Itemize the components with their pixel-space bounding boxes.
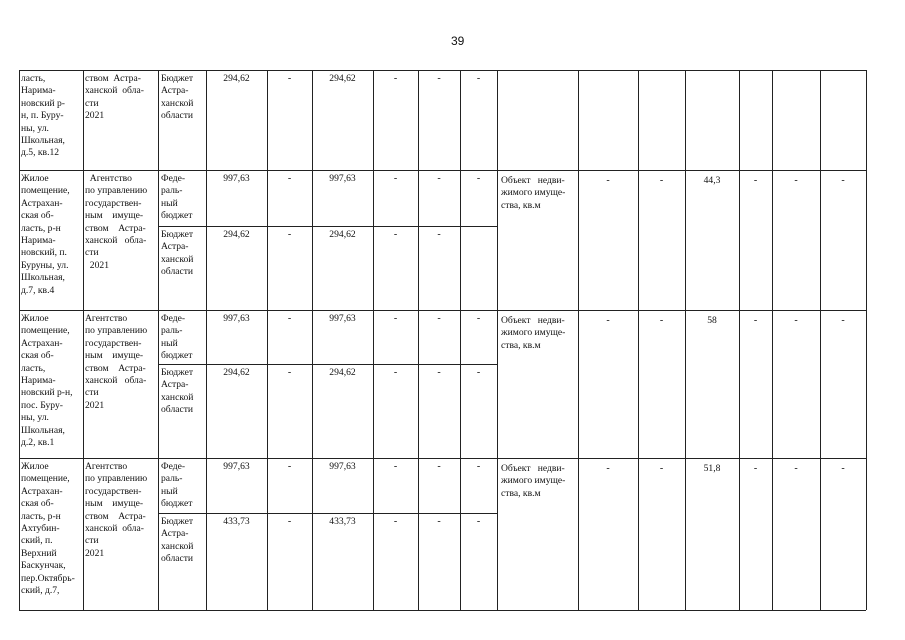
indicator-cell: - xyxy=(606,175,610,186)
column-border xyxy=(739,70,740,610)
amount-total-cell: 294,62 xyxy=(223,73,250,84)
location-cell: Жилое помещение, Астрахан- ская об- ласть, Нарима- новский р-н, пос. Буру- ны, ул. Школьная, д.2, кв.1 xyxy=(21,313,73,449)
indicator-cell: - xyxy=(794,175,798,186)
amount-cell: - xyxy=(476,313,481,324)
amount-cell: - xyxy=(393,461,398,472)
location-cell: Жилое помещение, Астрахан- ская об- ласть, р-н Ахтубин- ский, п. Верхний Баскунчак, пер.Октябрь- ский, д.7, xyxy=(21,461,75,597)
indicator-value-cell: 58 xyxy=(707,315,717,326)
amount-total-cell: 997,63 xyxy=(223,313,250,324)
amount-cell: - xyxy=(393,229,398,240)
amount-cell: - xyxy=(287,313,292,324)
row-border xyxy=(19,170,866,171)
column-border xyxy=(685,70,686,610)
column-border xyxy=(19,70,20,610)
indicator-cell: - xyxy=(841,463,845,474)
funding-source-cell: Феде- раль- ный бюджет xyxy=(161,173,193,222)
funding-source-cell: Феде- раль- ный бюджет xyxy=(161,313,193,362)
object-type-cell: Объект недви- жимого имуще- ства, кв.м xyxy=(501,463,566,499)
row-border xyxy=(19,70,866,71)
amount-cell: - xyxy=(476,461,481,472)
indicator-value-cell: 51,8 xyxy=(703,463,721,474)
amount-cell: - xyxy=(287,73,292,84)
location-cell: Жилое помещение, Астрахан- ская об- ласть, р-н Нарима- новский, п. Буруны, ул. Школьная, д.7, кв.4 xyxy=(21,173,70,296)
amount-cell: 294,62 xyxy=(329,229,356,240)
amount-cell: 997,63 xyxy=(329,173,356,184)
amount-cell: - xyxy=(287,229,292,240)
amount-cell: - xyxy=(287,461,292,472)
amount-cell: 433,73 xyxy=(329,516,356,527)
agency-cell: ством Астра- ханской обла- сти 2021 xyxy=(85,73,144,122)
subrow-border xyxy=(158,364,497,365)
amount-total-cell: 294,62 xyxy=(223,367,250,378)
amount-cell: - xyxy=(437,461,441,472)
amount-cell: 997,63 xyxy=(329,313,356,324)
column-border xyxy=(820,70,821,610)
column-border xyxy=(267,70,268,610)
indicator-cell: - xyxy=(659,463,664,474)
amount-total-cell: 294,62 xyxy=(223,229,250,240)
indicator-cell: - xyxy=(753,175,758,186)
amount-cell: - xyxy=(437,173,441,184)
amount-cell: - xyxy=(476,73,481,84)
column-border xyxy=(373,70,374,610)
column-border xyxy=(497,70,498,610)
indicator-cell: - xyxy=(794,315,798,326)
amount-cell: - xyxy=(437,313,441,324)
column-border xyxy=(460,70,461,610)
amount-cell: - xyxy=(287,173,292,184)
amount-cell: - xyxy=(393,313,398,324)
amount-total-cell: 433,73 xyxy=(223,516,250,527)
column-border xyxy=(158,70,159,610)
indicator-cell: - xyxy=(753,463,758,474)
indicator-cell: - xyxy=(606,463,610,474)
funding-source-cell: Бюджет Астра- ханской области xyxy=(161,73,194,122)
agency-cell: Агентство по управлению государствен- ным имуще- ством Астра- ханской обла- сти 2021 xyxy=(85,313,148,411)
indicator-cell: - xyxy=(659,175,664,186)
funding-source-cell: Бюджет Астра- ханской области xyxy=(161,229,194,278)
subrow-border xyxy=(158,513,497,514)
funding-source-cell: Феде- раль- ный бюджет xyxy=(161,461,193,510)
column-border xyxy=(206,70,207,610)
amount-total-cell: 997,63 xyxy=(223,461,250,472)
amount-cell: 997,63 xyxy=(329,461,356,472)
agency-cell: Агентство по управлению государствен- ным имуще- ством Астра- ханской обла- сти 2021 xyxy=(85,461,148,559)
column-border xyxy=(83,70,84,610)
amount-total-cell: 997,63 xyxy=(223,173,250,184)
amount-cell: - xyxy=(476,367,481,378)
amount-cell: - xyxy=(437,367,441,378)
row-border xyxy=(19,610,866,611)
indicator-value-cell: 44,3 xyxy=(703,175,721,186)
column-border xyxy=(772,70,773,610)
amount-cell: - xyxy=(393,516,398,527)
amount-cell: - xyxy=(393,73,398,84)
indicator-cell: - xyxy=(794,463,798,474)
column-border xyxy=(418,70,419,610)
amount-cell: - xyxy=(393,367,398,378)
amount-cell: - xyxy=(437,229,441,240)
indicator-cell: - xyxy=(841,315,845,326)
amount-cell: - xyxy=(287,516,292,527)
amount-cell: - xyxy=(437,516,441,527)
column-border xyxy=(578,70,579,610)
indicator-cell: - xyxy=(841,175,845,186)
amount-cell: - xyxy=(393,173,398,184)
agency-cell: Агентство по управлению государствен- ным имуще- ством Астра- ханской обла- сти 2021 xyxy=(85,173,148,271)
indicator-cell: - xyxy=(659,315,664,326)
object-type-cell: Объект недви- жимого имуще- ства, кв.м xyxy=(501,315,566,351)
funding-source-cell: Бюджет Астра- ханской области xyxy=(161,516,194,565)
row-border xyxy=(19,310,866,311)
object-type-cell: Объект недви- жимого имуще- ства, кв.м xyxy=(501,175,566,211)
funding-source-cell: Бюджет Астра- ханской области xyxy=(161,367,194,416)
amount-cell: - xyxy=(287,367,292,378)
subrow-border xyxy=(158,226,497,227)
location-cell: ласть, Нарима- новский р- н, п. Буру- ны, ул. Школьная, д.5, кв.12 xyxy=(21,73,65,159)
indicator-cell: - xyxy=(606,315,610,326)
amount-cell: 294,62 xyxy=(329,367,356,378)
indicator-cell: - xyxy=(753,315,758,326)
amount-cell: - xyxy=(437,73,441,84)
page-number: 39 xyxy=(451,34,465,48)
amount-cell: - xyxy=(476,173,481,184)
amount-cell: 294,62 xyxy=(329,73,356,84)
column-border xyxy=(312,70,313,610)
column-border xyxy=(638,70,639,610)
column-border xyxy=(866,70,867,610)
row-border xyxy=(19,458,866,459)
amount-cell: - xyxy=(476,516,481,527)
